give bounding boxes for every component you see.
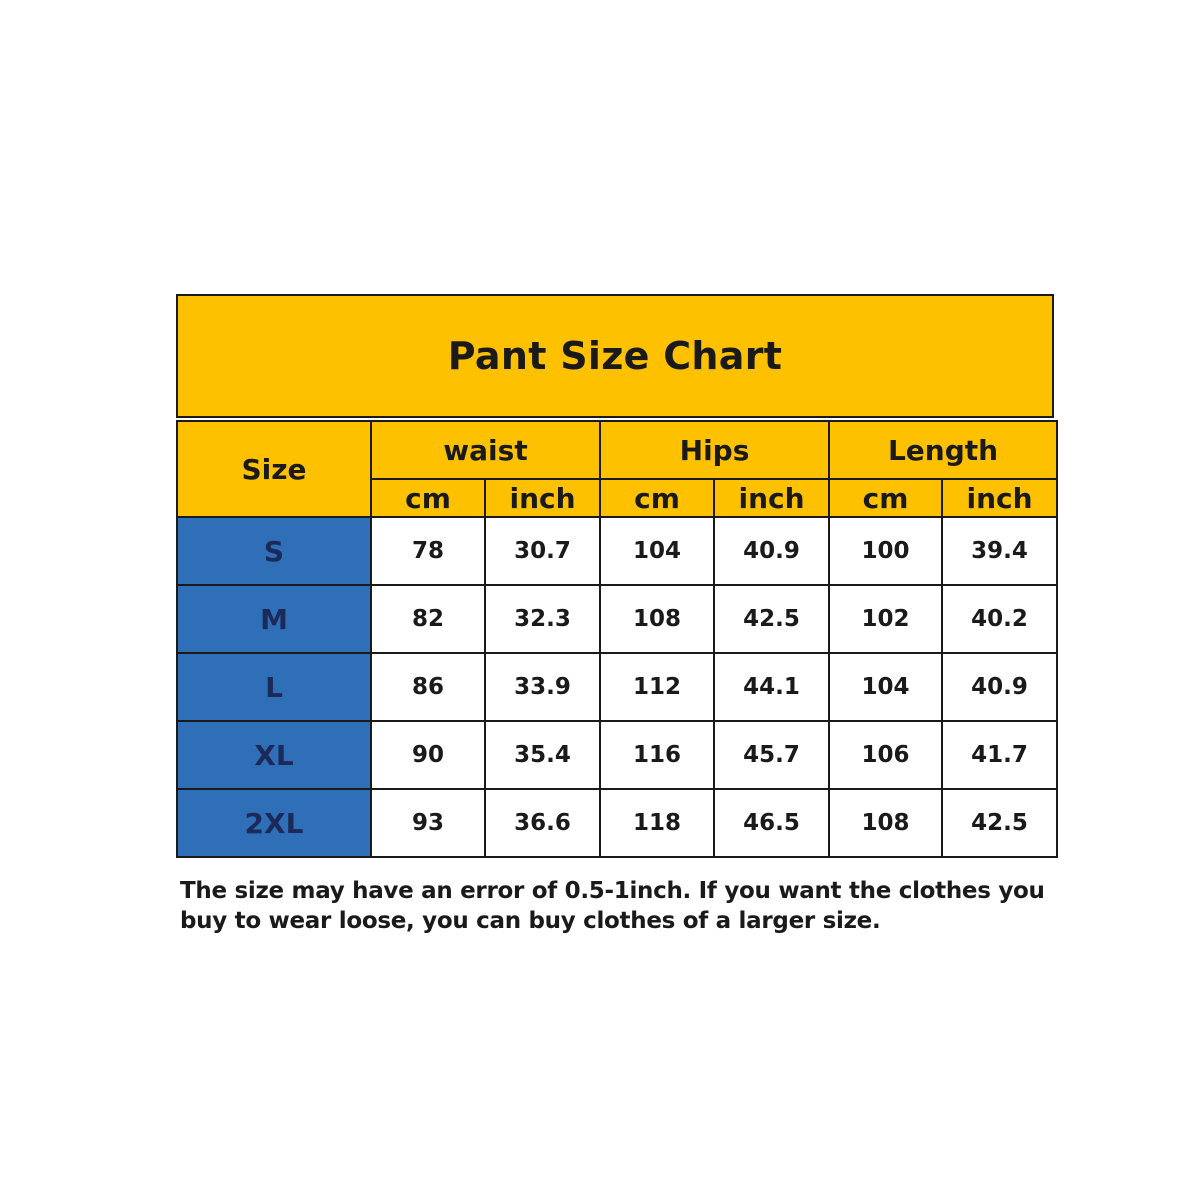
header-size: Size [177,421,371,517]
table-cell: 32.3 [485,585,600,653]
table-cell: 46.5 [714,789,829,857]
header-unit: cm [600,479,714,517]
table-cell: 33.9 [485,653,600,721]
table-cell: 112 [600,653,714,721]
header-unit: inch [485,479,600,517]
table-cell: 36.6 [485,789,600,857]
header-waist: waist [371,421,600,479]
table-cell: 108 [600,585,714,653]
chart-title: Pant Size Chart [447,334,783,378]
table-cell: 42.5 [942,789,1057,857]
table-cell: 44.1 [714,653,829,721]
table-cell: 93 [371,789,485,857]
size-label: L [177,653,371,721]
size-label: M [177,585,371,653]
size-note: The size may have an error of 0.5-1inch. If you want the clothes you buy to wear loose, you can buy clothes of a larger size. [180,878,1045,934]
table-row [177,585,1057,653]
table-cell: 40.2 [942,585,1057,653]
table-cell: 30.7 [485,517,600,585]
table-cell: 104 [600,517,714,585]
header-unit: cm [371,479,485,517]
table-row [177,517,1057,585]
table-cell: 82 [371,585,485,653]
size-chart [176,294,1056,863]
header-length: Length [829,421,1057,479]
table-cell: 102 [829,585,942,653]
chart-title-box [176,294,1054,418]
size-label: XL [177,721,371,789]
size-label: 2XL [177,789,371,857]
table-cell: 40.9 [942,653,1057,721]
table-cell: 104 [829,653,942,721]
table-row [177,721,1057,789]
header-unit: inch [942,479,1057,517]
size-table [176,420,1058,858]
table-cell: 108 [829,789,942,857]
header-row-groups [177,421,1057,479]
table-cell: 86 [371,653,485,721]
table-cell: 90 [371,721,485,789]
table-cell: 42.5 [714,585,829,653]
header-unit: cm [829,479,942,517]
table-row [177,789,1057,857]
table-cell: 40.9 [714,517,829,585]
table-cell: 39.4 [942,517,1057,585]
table-cell: 116 [600,721,714,789]
table-cell: 41.7 [942,721,1057,789]
table-cell: 78 [371,517,485,585]
header-unit: inch [714,479,829,517]
table-row [177,653,1057,721]
header-hips: Hips [600,421,829,479]
table-cell: 100 [829,517,942,585]
table-cell: 118 [600,789,714,857]
table-cell: 35.4 [485,721,600,789]
size-label: S [177,517,371,585]
table-cell: 45.7 [714,721,829,789]
table-cell: 106 [829,721,942,789]
